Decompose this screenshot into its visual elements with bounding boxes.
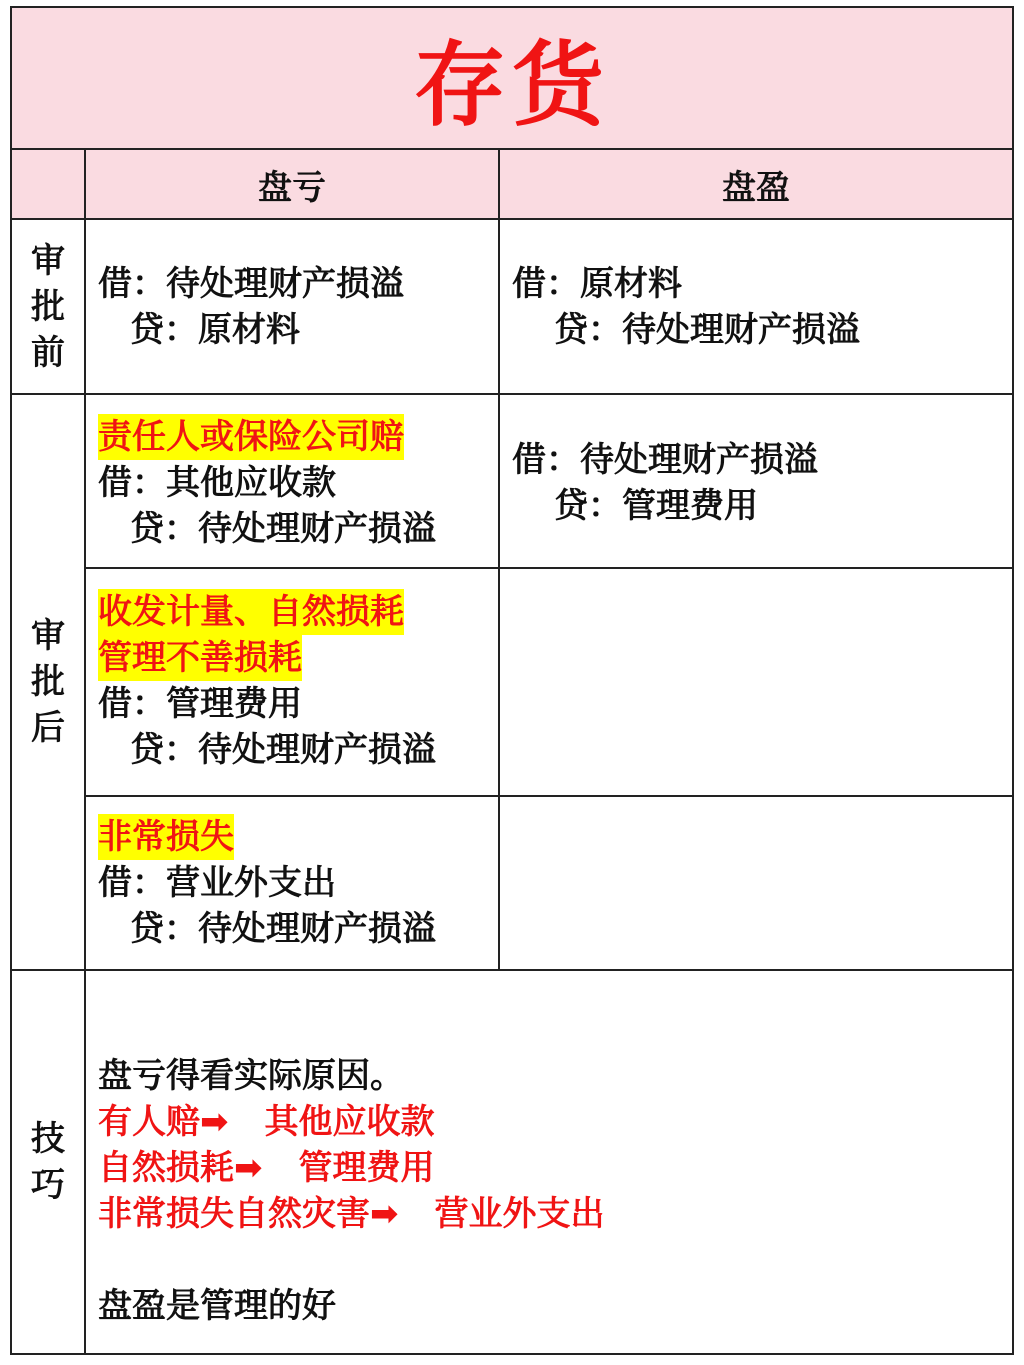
credit-line: 贷：待处理财产损溢: [130, 509, 436, 549]
tip-cause: 有人赔: [98, 1102, 200, 1142]
page-title: 存货: [413, 32, 610, 139]
credit-line: 贷：管理费用: [554, 486, 758, 526]
header-corner: [12, 150, 84, 218]
header-loss-label: 盘亏: [258, 167, 326, 208]
tips-closing: 盘盈是管理的好: [98, 1286, 336, 1326]
spacer: [98, 1237, 605, 1283]
reason-highlight: 管理不善损耗: [98, 635, 302, 681]
debit-line: 借：待处理财产损溢: [512, 440, 818, 480]
row-label-char: 前: [31, 332, 65, 373]
row-label-char: 批: [31, 662, 65, 702]
row-label-tips: [12, 971, 84, 1353]
credit-line: 贷：待处理财产损溢: [130, 909, 436, 949]
tip-rule: [98, 1099, 605, 1145]
after-loss-case-compensation: [98, 414, 436, 552]
row-label-char: 巧: [31, 1165, 65, 1205]
credit-line: 贷：原材料: [130, 310, 300, 350]
debit-line: 借：营业外支出: [98, 863, 336, 903]
row-label-after: [12, 395, 84, 969]
right-arrow-icon: ➡: [370, 1194, 399, 1234]
after-gain-entry: [512, 437, 818, 529]
reason-highlight: 收发计量、自然损耗: [98, 589, 404, 635]
credit-line: 贷：待处理财产损溢: [554, 310, 860, 350]
row-label-char: 审: [31, 240, 65, 281]
row-label-char: 技: [31, 1119, 65, 1159]
divider: [84, 567, 1012, 569]
tips-content: [98, 1053, 605, 1329]
header-gain-label: 盘盈: [722, 167, 790, 208]
debit-line: 借：原材料: [512, 264, 682, 304]
tip-rule: [98, 1145, 605, 1191]
inventory-table: [10, 6, 1014, 1355]
credit-line: 贷：待处理财产损溢: [130, 730, 436, 770]
tip-rule: [98, 1191, 605, 1237]
title-banner: [12, 8, 1012, 150]
divider: [498, 150, 500, 971]
header-gain: [500, 150, 1012, 218]
tip-account: 管理费用: [298, 1148, 435, 1188]
before-loss-entry: [98, 261, 404, 353]
right-arrow-icon: ➡: [234, 1148, 263, 1188]
row-label-char: 审: [31, 616, 65, 656]
debit-line: 借：管理费用: [98, 684, 302, 724]
tip-account: 其他应收款: [264, 1102, 435, 1142]
tip-cause: 自然损耗: [98, 1148, 234, 1188]
tips-intro: 盘亏得看实际原因。: [98, 1056, 404, 1096]
divider: [84, 150, 86, 1353]
row-label-char: 批: [31, 286, 65, 327]
reason-highlight: 非常损失: [98, 814, 234, 860]
debit-line: 借：待处理财产损溢: [98, 264, 404, 304]
after-loss-case-extraordinary: [98, 814, 436, 952]
header-loss: [86, 150, 498, 218]
tip-account: 营业外支出: [434, 1194, 605, 1234]
divider: [12, 218, 1012, 220]
divider: [12, 969, 1012, 971]
tip-cause: 非常损失自然灾害: [98, 1194, 370, 1234]
row-label-before: [12, 220, 84, 393]
before-gain-entry: [512, 261, 860, 353]
after-loss-case-natural: [98, 589, 436, 773]
reason-highlight: 责任人或保险公司赔: [98, 414, 404, 460]
right-arrow-icon: ➡: [200, 1102, 229, 1142]
row-label-char: 后: [31, 708, 65, 748]
divider: [12, 393, 1012, 395]
divider: [84, 795, 1012, 797]
debit-line: 借：其他应收款: [98, 463, 336, 503]
